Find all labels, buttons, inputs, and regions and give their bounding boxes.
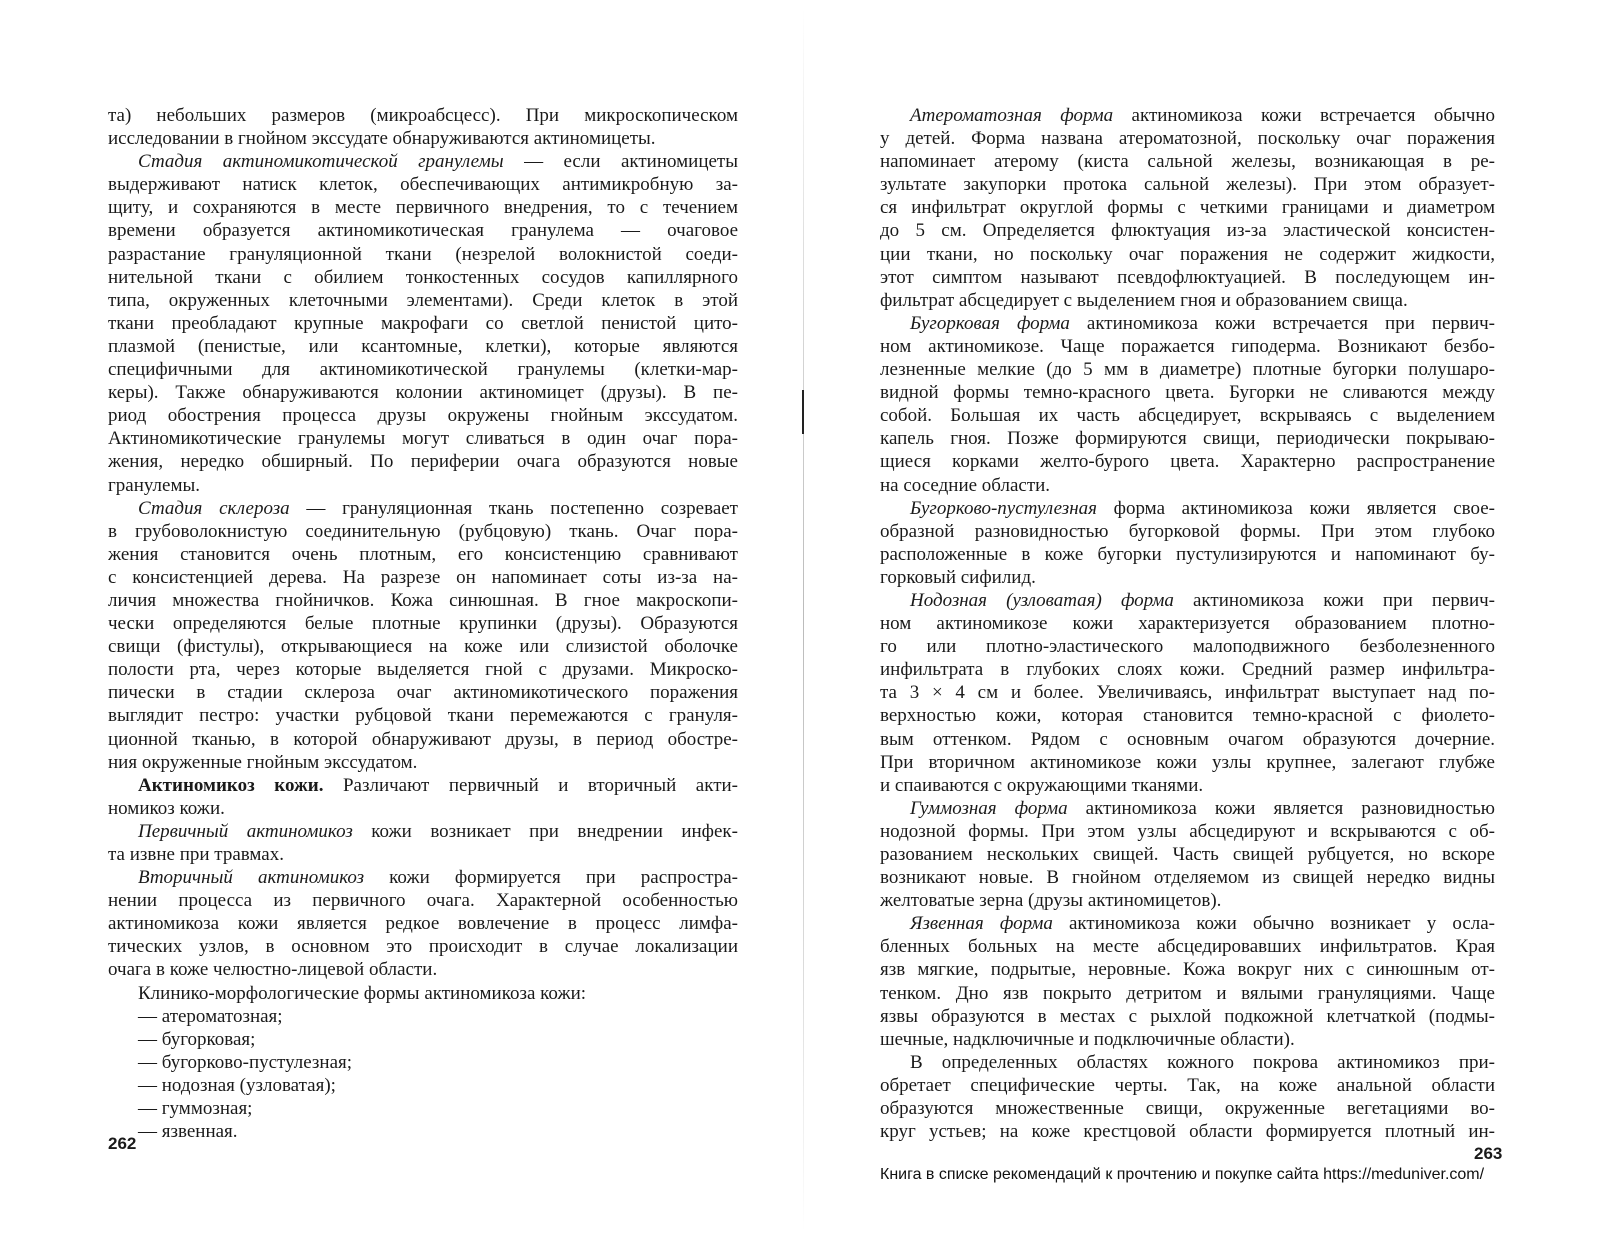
line-text: ционной тканью, в которой обнаруживают друзы, в период обостре- [108,728,738,750]
line-text: тенком. Дно язв покрыто детритом и вялыми грануляциями. Чаще [880,982,1495,1004]
right_page-line [880,173,1495,196]
line-text: жения становится очень плотным, его консистенцию сравнивают [108,543,738,565]
left_page-line [108,243,738,266]
line-text: — бугорковая; [138,1028,256,1050]
right_page-line [880,566,1495,589]
line-text: керы). Также обнаруживаются колонии актиномицет (друзы). В пе- [108,382,738,404]
line-text: язв мягкие, подрытые, неровные. Кожа вокруг них с синюшным от- [880,959,1495,981]
left_page-line [108,728,738,751]
line-text: с консистенцией дерева. На разрезе он напоминает соты из-за на- [108,566,738,588]
line-text: Актиномикотические гранулемы могут сливаться в один очаг пора- [108,428,738,450]
line-text: Клинико-морфологические формы актиномикоза кожи: [138,982,587,1004]
page-number-right: 263 [1474,1144,1503,1163]
right_page-line [880,150,1495,173]
line-text: жения, нередко обширный. По периферии очага образуются новые [108,451,738,473]
right_page-line [880,381,1495,404]
line-text: на соседние области. [880,474,1051,496]
right_page-line [880,312,1495,335]
line-text: При вторичном актиномикозе кожи узлы крупнее, залегают глубже [880,751,1495,773]
line-text: нении процесса из первичного очага. Характерной особенностью [108,890,738,912]
line-text: исследовании в гнойном экссудате обнаруживаются актиномицеты. [108,128,656,150]
right_page-line [880,474,1495,497]
left_page-line [108,104,738,127]
italic-term: Бугорково-пустулезная [910,497,1097,519]
right_page-line [880,497,1495,520]
line-text: Различают первичный и вторичный акти- [323,774,738,796]
line-text: щиту, и сохраняются в месте первичного внедрения, то с течением [108,197,738,219]
line-text: круг устьев; на коже крестцовой области формируется плотный ин- [880,1121,1495,1143]
line-text: образуются множественные свищи, окруженные вегетациями во- [880,1098,1495,1120]
right_page-line [880,889,1495,912]
left_page-line [108,935,738,958]
left_page-line [108,450,738,473]
italic-term: Вторичный актиномикоз [138,867,365,889]
line-text: видной формы темно-красного цвета. Бугорки не сливаются между [880,382,1495,404]
right_page-line [880,404,1495,427]
line-text: зультате закупорки протока сальной железы). При этом образует- [880,174,1495,196]
left_page-line [108,173,738,196]
line-text: — нодозная (узловатая); [138,1074,336,1096]
italic-term: Стадия склероза [138,497,290,519]
right_page-line [880,728,1495,751]
left-page-text [108,104,738,1143]
line-text: плазмой (пенистые, или ксантомные, клетки), которые являются [108,335,738,357]
line-text: очага в коже челюстно-лицевой области. [108,959,438,981]
line-text: кожи формируется при распростра- [364,867,738,889]
line-text: фильтрат абсцедирует с выделением гноя и образованием свища. [880,289,1408,311]
line-text: возникают новые. В гнойном отделяемом из свищей нередко видны [880,867,1495,889]
line-text: образной разновидностью бугорковой формы. При этом глубоко [880,520,1495,542]
line-text: — атероматозная; [138,1005,283,1027]
line-text: актиномикоза кожи встречается при первич- [1069,312,1495,334]
line-text: актиномикоза кожи встречается обычно [1113,105,1495,126]
line-text: и спаиваются с окружающими тканями. [880,774,1204,796]
right_page-line [880,935,1495,958]
italic-term: Бугорковая форма [910,312,1070,334]
right_page-line [880,658,1495,681]
right_page-line [880,589,1495,612]
left_page-line [108,843,738,866]
right_page-line [880,958,1495,981]
right_page-line [880,1074,1495,1097]
right_page-line [880,335,1495,358]
line-text: напоминает атерому (киста сальной железы, возникающая в ре- [880,151,1495,173]
line-text: — гуммозная; [138,1098,253,1120]
line-text: выглядит пестро: участки рубцовой ткани перемежаются с грануля- [108,705,738,727]
right_page-line [880,289,1495,312]
line-text: личия множества гнойничков. Кожа синюшная. В гное макроскопи- [108,589,738,611]
right_page-line [880,635,1495,658]
line-text: ткани преобладают крупные макрофаги со светлой пенистой цито- [108,312,738,334]
right_page-line [880,1005,1495,1028]
left_page-line [108,797,738,820]
line-text: времени образуется актиномикотическая гранулема — очаговое [108,220,738,242]
line-text: та извне при травмах. [108,844,284,865]
right_page-line [880,427,1495,450]
line-text: — язвенная. [138,1121,238,1143]
right_page-line [880,797,1495,820]
left_page-line [108,289,738,312]
line-text: щиеся корками желто-бурого цвета. Характерно распространение [880,451,1495,473]
right_page-line [880,127,1495,150]
left_page-line [108,681,738,704]
line-text: типа, окруженных клеточными элементами). Среди клеток в этой [108,289,738,311]
line-text: — если актиномицеты [503,151,738,173]
line-text: шечные, надключичные и подключичные области). [880,1028,1295,1050]
right_page-line [880,612,1495,635]
left_page-line [108,566,738,589]
line-text: язвы образуются в местах с рыхлой подкожной клетчаткой (подмы- [880,1005,1495,1027]
line-text: специфичными для актиномикотической гранулемы (клетки-мар- [108,359,738,381]
left_page-line [108,1097,738,1120]
right_page-line [880,751,1495,774]
right_page-line [880,219,1495,242]
left_page-line [108,866,738,889]
right_page-line [880,843,1495,866]
line-text: та) небольших размеров (микроабсцесс). При микроскопическом [108,105,738,126]
line-text: го или плотно-эластического малоподвижного безболезненного [880,636,1495,658]
right_page-line [880,1097,1495,1120]
line-text: — грануляционная ткань постепенно созревает [289,497,738,519]
italic-term: Гуммозная форма [910,797,1068,819]
left_page-line [108,820,738,843]
left_page-line [108,404,738,427]
line-text: актиномикоза кожи обычно возникает у осла- [1052,913,1495,935]
right_page-line [880,912,1495,935]
right_page-line [880,196,1495,219]
line-text: этот симптом называют псевдофлюктуацией. В последующем ин- [880,266,1495,288]
book-gutter [803,8,804,1233]
right_page-line [880,1051,1495,1074]
right_page-line [880,543,1495,566]
line-text: — бугорково-пустулезная; [138,1051,353,1073]
right_page-line [880,820,1495,843]
line-text: разованием нескольких свищей. Часть свищей рубцуется, но вскоре [880,844,1495,865]
left_page-line [108,1074,738,1097]
right-page-text [880,104,1495,1143]
line-text: чески определяются белые плотные крупинки (друзы). Образуются [108,613,738,635]
right_page-line [880,1120,1495,1143]
line-text: до 5 см. Определяется флюктуация из-за эластической консистен- [880,220,1495,242]
line-text: у детей. Форма названа атероматозной, поскольку очаг поражения [880,128,1495,150]
line-text: расположенные в коже бугорки пустулизируются и напоминают бу- [880,543,1495,565]
italic-term: Стадия актиномикотической гранулемы [138,151,504,173]
right_page-line [880,681,1495,704]
left_page-line [108,889,738,912]
line-text: гранулемы. [108,474,201,496]
left_page-line [108,589,738,612]
left_page-line [108,1051,738,1074]
left_page-line [108,912,738,935]
left_page-line [108,150,738,173]
left_page-line [108,427,738,450]
left_page-line [108,635,738,658]
line-text: ции ткани, но поскольку очаг поражения не содержит жидкости, [880,243,1495,265]
right_page-line [880,1028,1495,1051]
line-text: верхностью кожи, которая становится темно-красной с фиолето- [880,705,1495,727]
left_page-line [108,982,738,1005]
right_page-line [880,104,1495,127]
line-text: ном актиномикозе кожи характеризуется образованием плотно- [880,613,1495,635]
left_page-line [108,497,738,520]
line-text: ся инфильтрат округлой формы с четкими границами и диаметром [880,197,1495,219]
left_page-line [108,219,738,242]
italic-term: Атероматозная форма [910,105,1114,126]
left_page-line [108,520,738,543]
left_page-line [108,358,738,381]
left_page-line [108,658,738,681]
left_page-line [108,1120,738,1143]
italic-term: Первичный актиномикоз [138,820,353,842]
line-text: собой. Большая их часть абсцедирует, вскрываясь с выделением [880,405,1495,427]
left_page-line [108,958,738,981]
line-text: выдерживают натиск клеток, обеспечивающих антимикробную за- [108,174,738,196]
line-text: форма актиномикоза кожи является свое- [1096,497,1495,519]
line-text: разрастание грануляционной ткани (незрелой волокнистой соеди- [108,243,738,265]
line-text: свищи (фистулы), открывающиеся на коже или слизистой оболочке [108,636,738,658]
line-text: бленных больных на месте абсцедировавших инфильтратов. Края [880,936,1495,958]
line-text: кожи возникает при внедрении инфек- [352,820,738,842]
line-text: актиномикоза кожи является разновидностью [1067,797,1495,819]
line-text: та 3 × 4 см и более. Увеличиваясь, инфильтрат выступает над по- [880,682,1495,704]
left_page-line [108,1028,738,1051]
left_page-line [108,774,738,797]
left_page-line [108,543,738,566]
right_page-line [880,520,1495,543]
line-text: нодозной формы. При этом узлы абсцедируют и вскрываются с об- [880,820,1495,842]
left_page-line [108,474,738,497]
left_page-line [108,312,738,335]
italic-term: Язвенная форма [910,913,1053,935]
bold-heading: Актиномикоз кожи. [138,774,324,796]
left_page-line [108,1005,738,1028]
line-text: вым оттенком. Рядом с основным очагом образуются дочерние. [880,728,1495,750]
page-number-left: 262 [108,1134,137,1153]
line-text: обретает специфические черты. Так, на коже анальной области [880,1074,1495,1096]
line-text: лезненные мелкие (до 5 мм в диаметре) плотные бугорки полушаро- [880,359,1495,381]
right_page-line [880,266,1495,289]
left_page-line [108,751,738,774]
line-text: В определенных областях кожного покрова актиномикоз при- [910,1051,1495,1073]
line-text: риод обострения процесса друзы окружены гнойным экссудатом. [108,405,738,427]
line-text: тических узлов, в основном это происходит в случае локализации [108,936,738,958]
footer-note: Книга в списке рекомендаций к прочтению и покупке сайта https://meduniver.com/ [880,1166,1485,1183]
line-text: актиномикоза кожи является редкое вовлечение в процесс лимфа- [108,913,738,935]
line-text: нительной ткани с обилием тонкостенных сосудов капиллярного [108,266,738,288]
left_page-line [108,704,738,727]
left_page-line [108,266,738,289]
line-text: желтоватые зерна (друзы актиномицетов). [880,890,1222,912]
right_page-line [880,704,1495,727]
line-text: инфильтрата в глубоких слоях кожи. Средний размер инфильтра- [880,659,1495,681]
line-text: горковый сифилид. [880,566,1036,588]
right_page-line [880,450,1495,473]
right_page-line [880,982,1495,1005]
right_page-line [880,243,1495,266]
right_page-line [880,358,1495,381]
line-text: актиномикоза кожи при первич- [1173,589,1495,611]
left_page-line [108,335,738,358]
gutter-mark [802,390,804,434]
line-text: пически в стадии склероза очаг актиномикотического поражения [108,682,738,704]
line-text: капель гноя. Позже формируются свищи, периодически покрываю- [880,428,1495,450]
line-text: полости рта, через которые выделяется гной с друзами. Микроско- [108,659,738,681]
left_page-line [108,612,738,635]
line-text: в грубоволокнистую соединительную (рубцовую) ткань. Очаг пора- [108,520,738,542]
italic-term: Нодозная (узловатая) форма [910,589,1174,611]
line-text: ния окруженные гнойным экссудатом. [108,751,418,773]
left_page-line [108,381,738,404]
line-text: номикоз кожи. [108,797,225,819]
left_page-line [108,127,738,150]
line-text: ном актиномикозе. Чаще поражается гиподерма. Возникают безбо- [880,335,1495,357]
left_page-line [108,196,738,219]
right_page-line [880,774,1495,797]
right_page-line [880,866,1495,889]
